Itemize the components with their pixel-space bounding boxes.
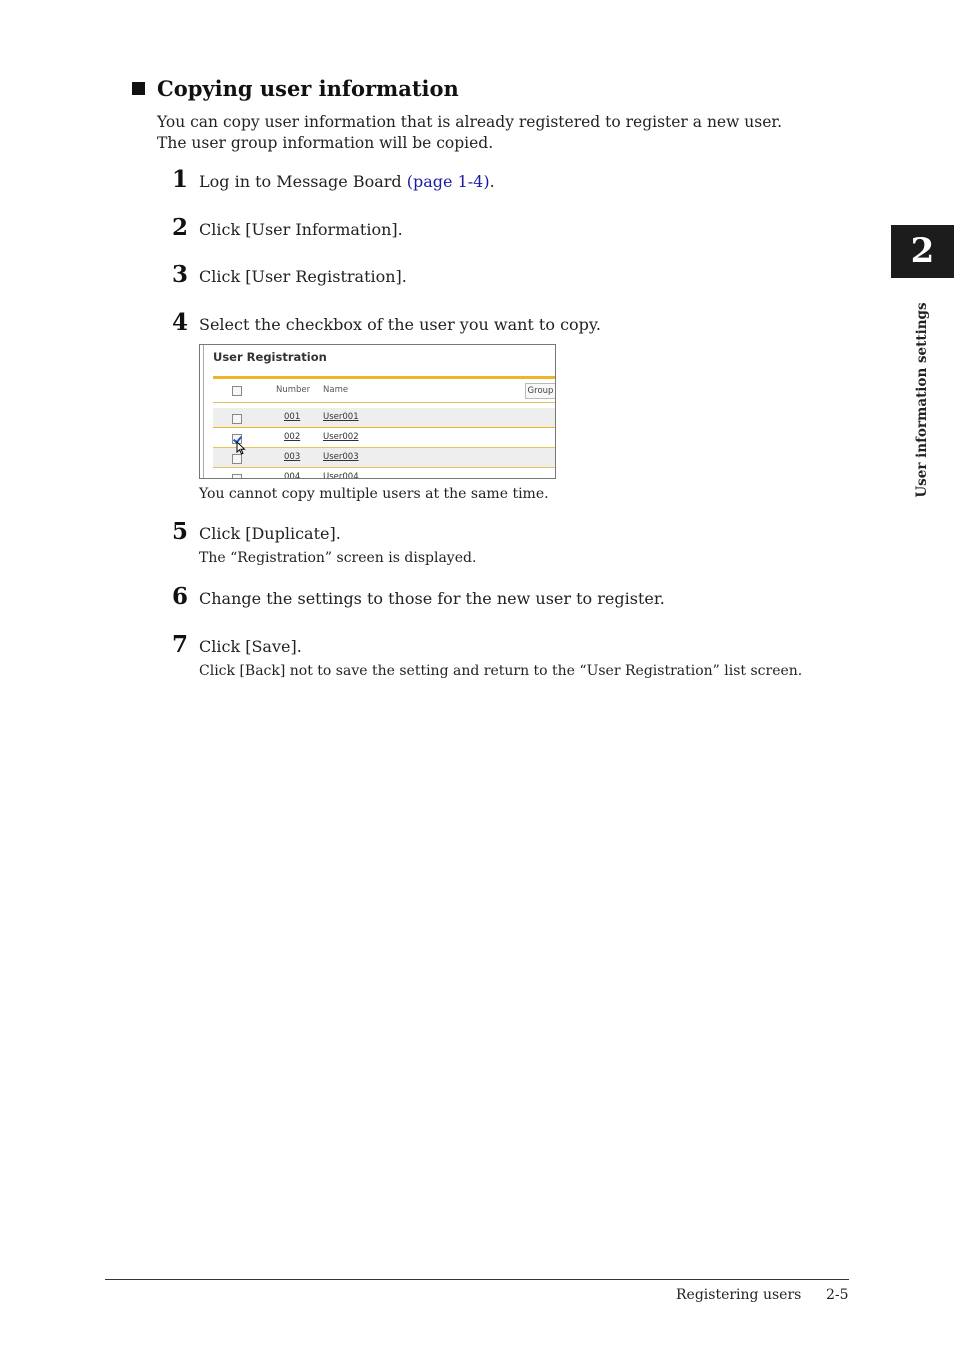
step-note: Click [Back] not to save the setting and return to the “User Registration” list screen.: [199, 663, 803, 679]
row-checkbox[interactable]: [232, 474, 242, 479]
step-number: 4: [171, 309, 188, 336]
step-text: Change the settings to those for the new user to register.: [199, 589, 665, 608]
row-checkbox[interactable]: [232, 454, 242, 464]
step-text: Click [Save].: [199, 637, 302, 656]
section-title-text: Copying user information: [157, 76, 459, 101]
user-registration-screenshot: [199, 344, 556, 479]
chapter-side-label: User information settings: [914, 302, 930, 498]
step-number: 2: [171, 214, 188, 241]
title-underline: [213, 376, 555, 379]
user-number-link[interactable]: 003: [284, 452, 301, 462]
step-number: 3: [171, 261, 188, 288]
step-text-main: Log in to Message Board: [199, 172, 407, 191]
table-row: [213, 428, 555, 448]
square-bullet-icon: [132, 82, 145, 95]
user-number-link[interactable]: 004: [284, 472, 301, 479]
table-row: [213, 448, 555, 468]
number-column-header: Number: [276, 385, 311, 395]
user-number-link[interactable]: 001: [284, 412, 301, 422]
header-row: [213, 383, 555, 403]
user-name-link[interactable]: User003: [323, 452, 359, 462]
mouse-cursor-icon: [236, 441, 246, 455]
intro-line: You can copy user information that is already registered to register a new user.: [157, 113, 783, 131]
step-text: Click [User Information].: [199, 220, 403, 239]
group-button[interactable]: Group: [525, 383, 556, 399]
chapter-tab: 2: [891, 225, 954, 278]
step-number: 7: [171, 631, 188, 658]
row-divider: [213, 402, 555, 403]
row-divider-wrap: [213, 408, 555, 428]
step-text-period: .: [489, 172, 495, 191]
screen-title: User Registration: [213, 350, 327, 364]
page-link[interactable]: (page 1-4): [406, 172, 490, 191]
section-title: [132, 76, 459, 101]
page-number: 2-5: [826, 1287, 849, 1303]
step-note: You cannot copy multiple users at the same time.: [199, 486, 549, 502]
user-name-link[interactable]: User004: [323, 472, 359, 479]
intro-text: [157, 112, 782, 154]
user-name-link[interactable]: User001: [323, 412, 359, 422]
table-row: [213, 468, 555, 479]
step-number: 5: [171, 518, 188, 545]
step-text: Click [User Registration].: [199, 267, 407, 286]
step-number: 6: [171, 583, 188, 610]
step-text: Click [Duplicate].: [199, 524, 341, 543]
name-column-header: Name: [323, 385, 349, 395]
step-note: The “Registration” screen is displayed.: [199, 550, 477, 566]
frame-rule: [203, 345, 204, 478]
user-name-link[interactable]: User002: [323, 432, 359, 442]
step-number: 1: [171, 166, 188, 193]
footer-rule: [105, 1279, 849, 1280]
step-text: Select the checkbox of the user you want to copy.: [199, 315, 601, 334]
intro-line: The user group information will be copied.: [157, 134, 494, 152]
user-number-link[interactable]: 002: [284, 432, 301, 442]
footer-section-name: Registering users: [676, 1287, 802, 1303]
step-text: [199, 172, 495, 191]
